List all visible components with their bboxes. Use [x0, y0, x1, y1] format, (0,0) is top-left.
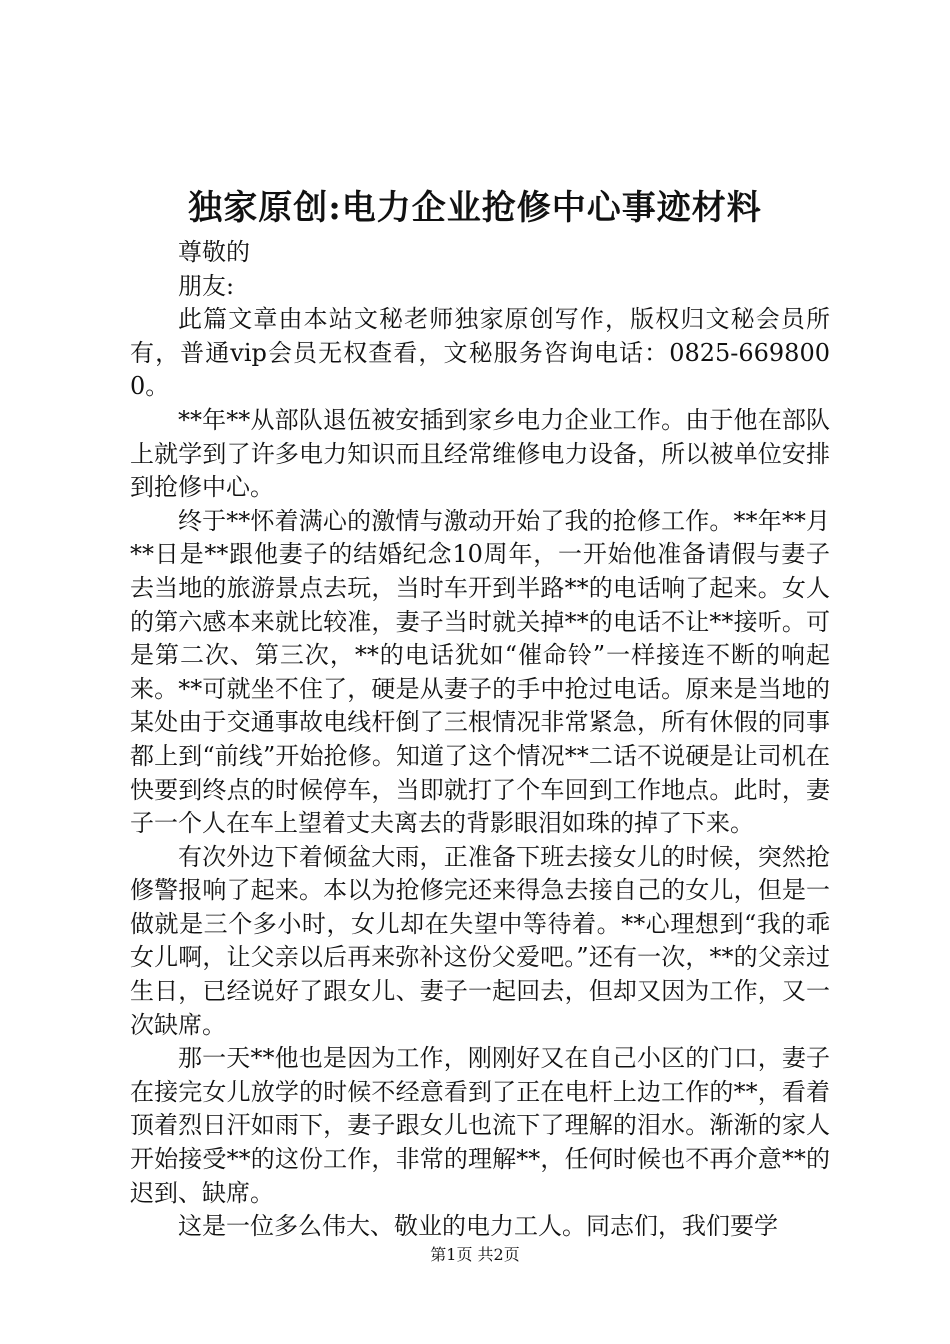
- body-paragraph: **年**从部队退伍被安插到家乡电力企业工作。由于他在部队上就学到了许多电力知识而且经常维修电力设备，所以被单位安排到抢修中心。: [130, 405, 830, 502]
- document-body: [130, 236, 830, 1244]
- body-paragraph: 有次外边下着倾盆大雨，正准备下班去接女儿的时候，突然抢修警报响了起来。本以为抢修完还来得急去接自己的女儿，但是一做就是三个多小时，女儿却在失望中等待着。**心理想到“我的乖女儿啊，让父亲以后再来弥补这份父爱吧。”还有一次，**的父亲过生日，已经说好了跟女儿、妻子一起回去，但却又因为工作，又一次缺席。: [130, 842, 830, 1039]
- page-number-footer: 第1页 共2页: [430, 1245, 520, 1264]
- salutation-line-1: 尊敬的: [178, 238, 250, 266]
- body-paragraph: 那一天**他也是因为工作，刚刚好又在自己小区的门口，妻子在接完女儿放学的时候不经意看到了正在电杆上边工作的**，看着顶着烈日汗如雨下，妻子跟女儿也流下了理解的泪水。渐渐的家人开始接受**的这份工作，非常的理解**，任何时候也不再介意**的迟到、缺席。: [130, 1044, 830, 1207]
- salutation-line-2: 朋友:: [178, 271, 235, 300]
- body-paragraph: 终于**怀着满心的激情与激动开始了我的抢修工作。**年**月**日是**跟他妻子的结婚纪念10周年，一开始他准备请假与妻子去当地的旅游景点去玩，当时车开到半路**的电话响了起来。女人的第六感本来就比较准，妻子当时就关掉**的电话不让**接听。可是第二次、第三次，**的电话犹如“催命铃”一样接连不断的响起来。**可就坐不住了，硬是从妻子的手中抢过电话。原来是当地的某处由于交通事故电线杆倒了三根情况非常紧急，所有休假的同事都上到“前线”开始抢修。知道了这个情况**二话不说硬是让司机在快要到终点的时候停车，当即就打了个车回到工作地点。此时，妻子一个人在车上望着丈夫离去的背影眼泪如珠的掉了下来。: [130, 506, 830, 838]
- body-paragraph: 这是一位多么伟大、敬业的电力工人。同志们，我们要学: [178, 1212, 778, 1241]
- copyright-notice-paragraph: 此篇文章由本站文秘老师独家原创写作，版权归文秘会员所有，普通vip会员无权查看，文秘服务咨询电话：0825-6698000。: [130, 305, 830, 401]
- document-title: 独家原创:电力企业抢修中心事迹材料: [188, 188, 762, 228]
